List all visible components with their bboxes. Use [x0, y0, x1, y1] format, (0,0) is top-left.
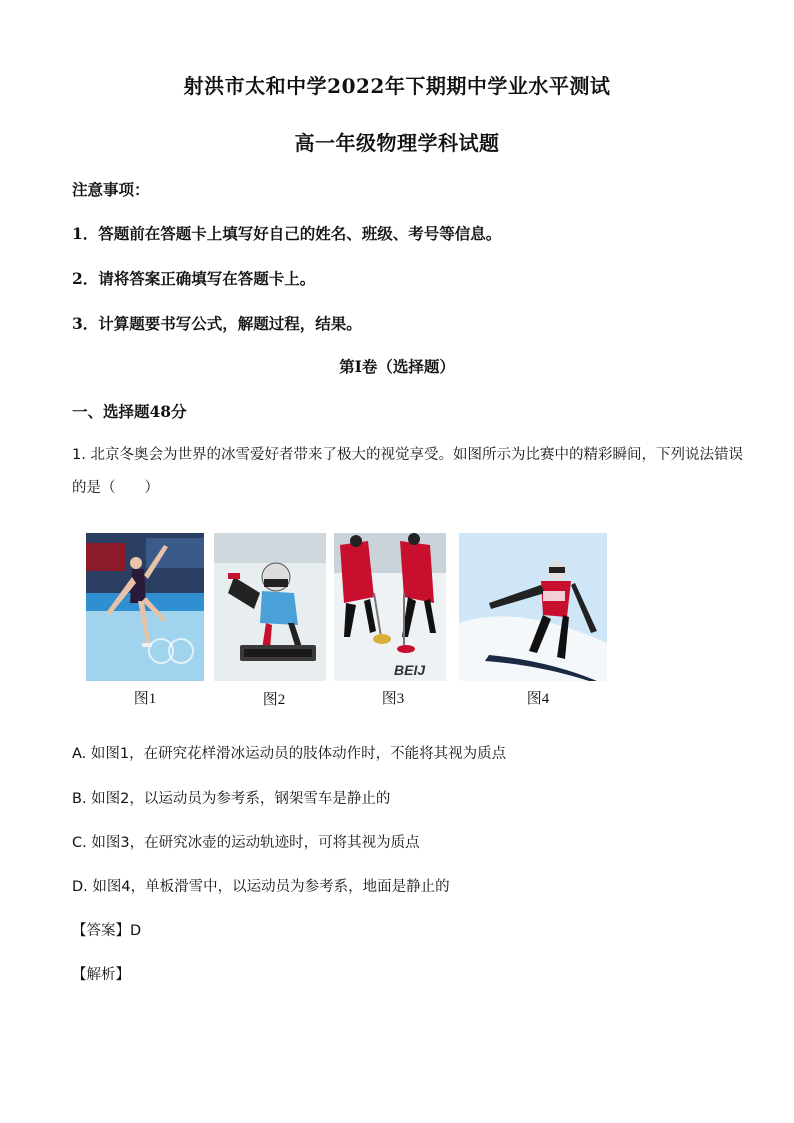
analysis-label: 【解析】 — [72, 967, 130, 983]
option-d: D. 如图4，单板滑雪中，以运动员为参考系，地面是静止的 — [72, 879, 450, 895]
answer-line — [72, 919, 141, 940]
note-item-2: 2．请将答案正确填写在答题卡上。 — [72, 269, 316, 288]
snowboarder-photo — [459, 533, 607, 681]
question-stem-line2: 的是（ ） — [72, 480, 159, 496]
answer-value: D — [130, 923, 142, 939]
question-stem-line1: 1. 北京冬奥会为世界的冰雪爱好者带来了极大的视觉享受。如图所示为比赛中的精彩瞬间，下列说法错误 — [72, 447, 743, 463]
page-subtitle: 高一年级物理学科试题 — [294, 131, 500, 155]
figure-3-caption: 图3 — [381, 691, 405, 707]
banner-text: BEIJ — [394, 662, 426, 678]
option-c: C. 如图3，在研究冰壶的运动轨迹时，可将其视为质点 — [72, 835, 420, 851]
notes-heading: 注意事项： — [72, 180, 150, 199]
option-b: B. 如图2，以运动员为参考系，钢架雪车是静止的 — [72, 791, 391, 807]
skeleton-sled-photo — [214, 533, 326, 681]
volume-heading: 第Ⅰ卷（选择题） — [339, 357, 455, 376]
option-a: A. 如图1，在研究花样滑冰运动员的肢体动作时，不能将其视为质点 — [72, 746, 507, 762]
curling-photo — [334, 533, 446, 681]
note-item-3: 3．计算题要书写公式，解题过程，结果。 — [72, 314, 362, 333]
note-item-1: 1．答题前在答题卡上填写好自己的姓名、班级、考号等信息。 — [72, 224, 502, 243]
figure-4-caption: 图4 — [526, 691, 550, 707]
figure-2-caption: 图2 — [262, 692, 286, 708]
figure-1-caption: 图1 — [133, 691, 157, 707]
page-title: 射洪市太和中学2022年下期期中学业水平测试 — [183, 74, 611, 98]
answer-label: 【答案】 — [72, 923, 130, 939]
figure-skater-photo — [86, 533, 204, 681]
part-heading: 一、选择题48分 — [72, 402, 187, 421]
